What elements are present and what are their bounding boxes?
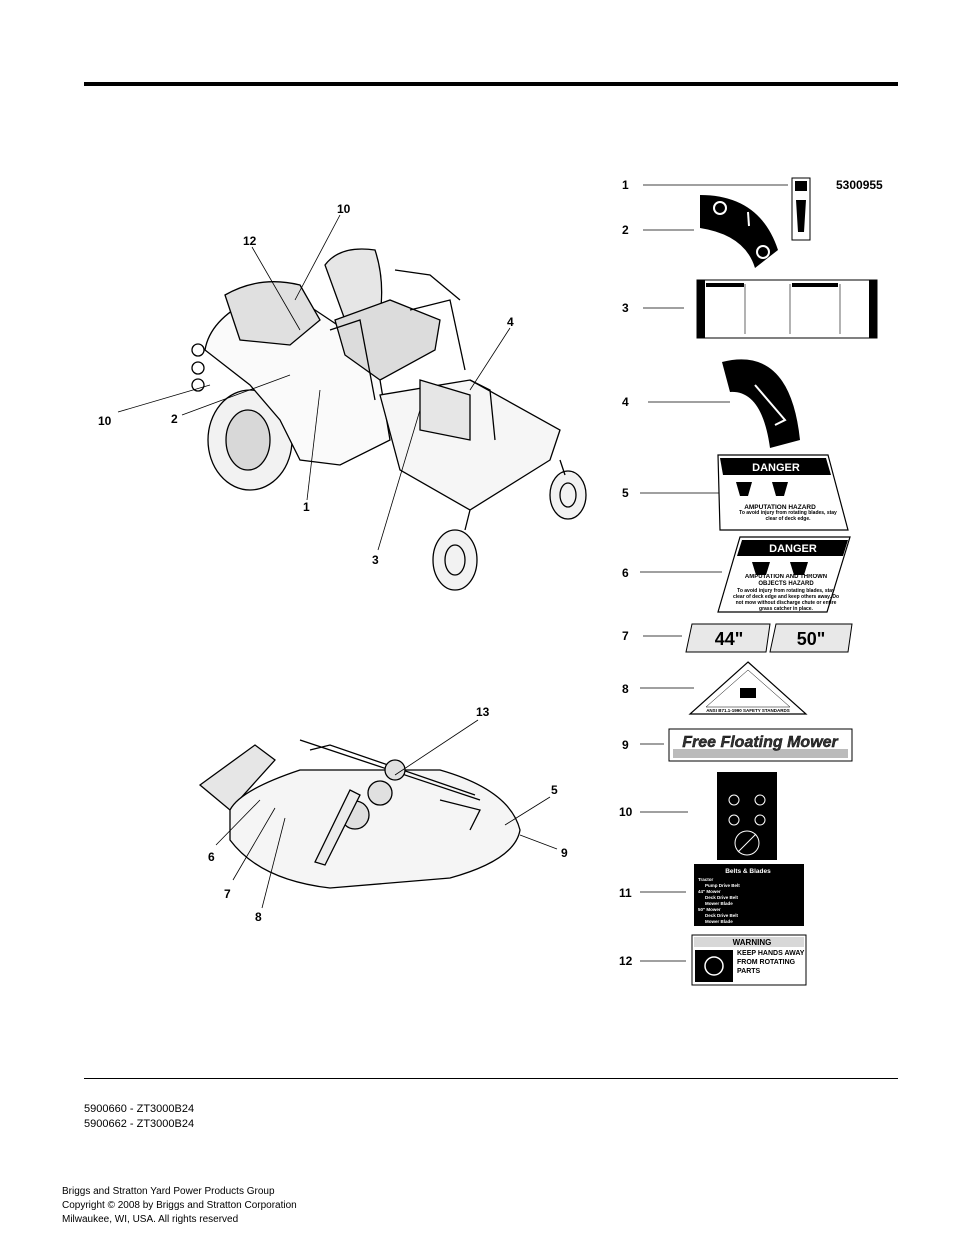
decal-11-belts: [694, 864, 804, 926]
footer-line: Milwaukee, WI, USA. All rights reserved: [62, 1214, 239, 1225]
callout-decal-9: 9: [622, 738, 629, 752]
callout-decal-8: 8: [622, 682, 629, 696]
decal-11-row: 50" Mower: [698, 907, 721, 912]
decal-12-body: KEEP HANDS AWAY FROM ROTATING PARTS: [737, 950, 805, 975]
decal-11-row: Deck Drive Belt: [705, 895, 739, 900]
callout-tractor-12: 12: [243, 234, 257, 248]
model-line: 5900660 - ZT3000B24: [84, 1103, 195, 1115]
decal-9-free-floating: [669, 729, 852, 761]
callout-decal-10: 10: [619, 805, 633, 819]
decal-4-speed: [722, 359, 800, 448]
callout-tractor-10: 10: [337, 202, 351, 216]
model-list: [84, 1102, 194, 1132]
callout-decal-1: 1: [622, 178, 629, 192]
decal-8-text: ANSI B71.1-1990 SAFETY STANDARDS: [706, 708, 790, 713]
decal-7-50: 50": [796, 629, 826, 649]
callout-tractor-3: 3: [372, 553, 379, 567]
callout-decal-2: 2: [622, 223, 629, 237]
footer-line: Briggs and Stratton Yard Power Products Group: [62, 1186, 275, 1197]
callout-decal-7: 7: [622, 629, 629, 643]
callout-decal-4: 4: [622, 395, 629, 409]
callout-decal-3: 3: [622, 301, 629, 315]
decal-12-title: WARNING: [732, 938, 772, 947]
callout-decal-11: 11: [619, 886, 632, 900]
decal-6-body: To avoid injury from rotating blades, stay clear of deck edge and keep others away. Do not mow without discharge chute or entire grass catcher in place.: [732, 588, 840, 612]
callout-deck-7: 7: [224, 887, 231, 901]
decal-6-danger: [718, 537, 850, 614]
decal-10-operation: [717, 772, 777, 860]
callout-deck-5: 5: [551, 783, 558, 797]
callout-deck-9: 9: [561, 846, 568, 860]
decal-6-hazard: AMPUTATION AND THROWN OBJECTS HAZARD: [744, 574, 828, 587]
decal-11-row: Mower Blade: [705, 901, 733, 906]
decal-11-title: Belts & Blades: [725, 868, 771, 875]
callout-decal-6: 6: [622, 566, 629, 580]
decal-5-danger: [718, 455, 848, 530]
decal-1-throttle: [792, 178, 810, 240]
callout-deck-6: 6: [208, 850, 215, 864]
decal-7-sizes: [686, 624, 852, 652]
decal-2-ignition: [700, 195, 778, 268]
callout-tractor-4: 4: [507, 315, 514, 329]
callout-decal-5: 5: [622, 486, 629, 500]
decal-11-row: 44" Mower: [698, 889, 721, 894]
decal-12-warning: [692, 935, 806, 985]
decal-7-44: 44": [714, 629, 744, 649]
callout-decal-12: 12: [619, 954, 633, 968]
callout-deck-13: 13: [476, 705, 490, 719]
decal-11-row: Pump Drive Belt: [705, 883, 740, 888]
model-line: 5900662 - ZT3000B24: [84, 1118, 195, 1130]
copyright-footer: [62, 1185, 297, 1227]
decal-6-title: DANGER: [769, 543, 817, 555]
callout-tractor-2: 2: [171, 412, 178, 426]
decal-3-instructions: [697, 280, 877, 338]
part-number: 5300955: [836, 178, 883, 192]
tractor-drawing: [192, 249, 586, 590]
decal-11-row: Mower Blade: [705, 919, 733, 924]
bottom-rule: [84, 1078, 898, 1079]
decal-11-row: Deck Drive Belt: [705, 913, 739, 918]
deck-drawing: [200, 740, 520, 888]
decal-5-hazard: AMPUTATION HAZARD: [744, 504, 816, 511]
decal-5-title: DANGER: [752, 462, 800, 474]
decal-9-text: Free Floating Mower: [682, 734, 838, 751]
decal-11-row: Tractor: [698, 877, 714, 882]
callout-deck-8: 8: [255, 910, 262, 924]
decal-8-ansi: [690, 662, 806, 714]
footer-line: Copyright © 2008 by Briggs and Stratton Corporation: [62, 1200, 297, 1211]
callout-tractor-10b: 10: [98, 414, 112, 428]
decal-5-body: To avoid injury from rotating blades, stay clear of deck edge.: [739, 510, 837, 522]
callout-tractor-1: 1: [303, 500, 310, 514]
